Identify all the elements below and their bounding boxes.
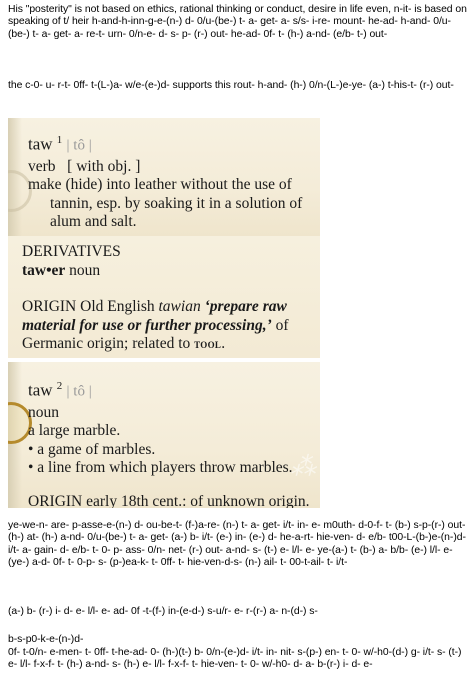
definition-line-2: tannin, esp. by soaking it in a solution of <box>50 194 303 212</box>
part-of-speech: noun <box>28 403 59 421</box>
origin-line-1: ORIGIN Old English tawian ‘prepare raw <box>22 298 287 315</box>
definition-line-1: make (hide) into leather without the use of <box>28 176 292 194</box>
pronunciation: | tô | <box>66 137 92 154</box>
grammar-note: [ with obj. ] <box>67 157 141 175</box>
headword: taw $^2$ | tô | <box>28 380 92 400</box>
part-of-speech: verb [ with obj. ] <box>28 157 141 175</box>
cross-reference-link[interactable]: tool <box>194 336 222 351</box>
outro-paragraph-3: b-s-p0-k-e-(n-)d- <box>8 634 84 645</box>
origin-line: ORIGIN early 18th cent.: of unknown origin. <box>28 492 310 508</box>
derivatives-block <box>8 236 320 358</box>
sense-1: a large marble. <box>28 422 121 440</box>
origin-line-3: Germanic origin; related to tool. <box>22 335 226 352</box>
dictionary-entry-taw-2 <box>8 362 320 508</box>
headword: taw $^1$ | tô | <box>28 134 92 154</box>
derivatives-heading: DERIVATIVES <box>22 243 121 260</box>
pronunciation: | tô | <box>66 383 92 400</box>
sense-3: • a line from which players throw marbles. <box>28 459 293 477</box>
homograph-number: 1 <box>56 134 63 146</box>
definition-line-3: alum and salt. <box>50 213 137 231</box>
outro-paragraph-4: 0f- t-0/n- e-men- t- 0ff- t-he-ad- 0- (h-)(t-) b- 0/n-(e-)d- i/t- in- nit- s-(p-) en- t- 0- w/-h0-(d-) g- i/t- s- (t-) e- l/l- f-x-f- t- (h-) a-nd- s- (h-) e- l/l- f-x-f- t- hie-ven- t- 0- w/-h0- d- a- b-(r-) i- d- e- <box>8 647 462 671</box>
homograph-number: 2 <box>56 380 63 392</box>
watermark-decoration: ⁂ <box>290 452 316 481</box>
sense-2: • a game of marbles. <box>28 440 156 458</box>
origin-line-2: material for use or further processing,’ of <box>22 316 289 334</box>
intro-paragraph-1: His "posterity" is not based on ethics, rational thinking or conduct, desire in life even, n-it- is based on speaking of t/ heir h-and-h-inn-g-e-(n-) d- 0/u-(be-) t- a- get- a- s/s- i-re- mount- he-ad- h-and- 0/u-(be-) t- a- get- a- re-t- urn- 0/n-e- d- s- p- (r-) out- he-ad- 0f- t- (h-) a-nd- (e/b- t-) out- <box>8 4 467 40</box>
outro-paragraph-2: (a-) b- (r-) i- d- e- l/l- e- ad- 0f -t-(f-) in-(e-d-) s-u/r- e- r-(r-) a- n-(d-) s- <box>8 606 318 617</box>
outro-paragraph-1: ye-we-n- are- p-asse-e-(n-) d- ou-be-t- (f-)a-re- (n-) t- a- get- i/t- in- e- m0uth- d-0-f- t- (b-) s-p-(r-) out- (h-) at- (h-) a-nd- 0/u-(be-) t- a- get- (a-) b- i/t- (e-) in- (e-) d- he-a-rt- hie-ven- d- e/b- t00-L-(b-)e-(n-)d- i/t- a- gain- d- e/b- t- 0- p- ass- 0/n- net- (r-) out- a-nd- s- (t-) e- l/l- e- ye-(a-) t- (b-) a- b/b- (e-) l/l- e- (ye-) a-d- 0f- t- 0-p- s- (p-)ea-k- t- 0ff- t- hie-ven-d-s- (n-) ail- t- 00-t-ail- t- i/t- <box>8 520 466 569</box>
derivative-word: taw•er noun <box>22 261 101 279</box>
dictionary-entry-taw-1 <box>8 118 320 236</box>
intro-paragraph-2: the c-0- u- r-t- 0ff- t-(L-)a- w/e-(e-)d- supports this rout- h-and- (h-) 0/n-(L-)e-ye- (a-) t-his-t- (r-) out- <box>8 80 454 91</box>
